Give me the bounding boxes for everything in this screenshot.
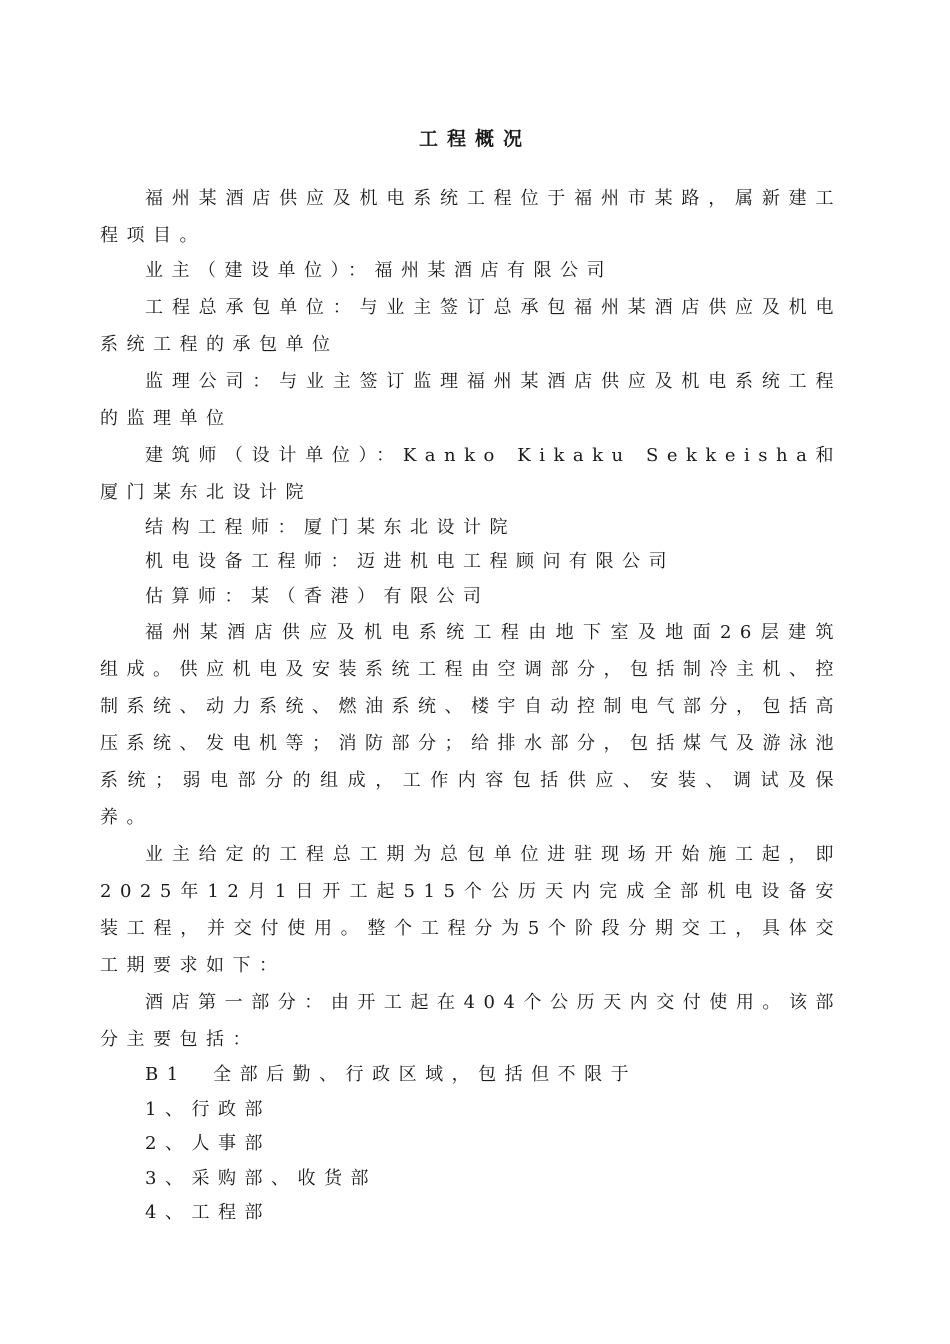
paragraph-scope: 福州某酒店供应及机电系统工程由地下室及地面26层建筑组成。供应机电及安装系统工程由空调部分，包括制冷主机、控制系统、动力系统、燃油系统、楼宇自动控制电气部分，包括高压系统、发电机等；消防部分；给排水部分，包括煤气及游泳池系统；弱电部分的组成，工作内容包括供应、安装、调试及保养。 <box>100 622 842 828</box>
list-item-3: 3、采购部、收货部 <box>145 1167 377 1189</box>
document-title: 工程概况 <box>418 128 531 150</box>
paragraph-general-contractor: 工程总承包单位：与业主签订总承包福州某酒店供应及机电系统工程的承包单位 <box>100 296 842 355</box>
paragraph-schedule: 业主给定的工程总工期为总包单位进驻现场开始施工起，即2025年12月1日开工起515个公历天内完成全部机电设备安装工程，并交付使用。整个工程分为5个阶段分期交工，具体交工期要求如下： <box>100 844 842 976</box>
paragraph-estimator: 估算师：某（香港）有限公司 <box>145 585 490 607</box>
list-item-2: 2、人事部 <box>145 1133 271 1154</box>
paragraph-supervisor: 监理公司：与业主签订监理福州某酒店供应及机电系统工程的监理单位 <box>100 370 842 429</box>
list-item-b1: B1 全部后勤、行政区域，包括但不限于 <box>145 1064 638 1085</box>
paragraph-phase-one: 酒店第一部分：由开工起在404个公历天内交付使用。该部分主要包括： <box>100 992 842 1050</box>
list-item-1: 1、行政部 <box>145 1098 271 1120</box>
paragraph-mep-engineer: 机电设备工程师：迈进机电工程顾问有限公司 <box>145 551 675 572</box>
document-body <box>100 180 842 1231</box>
paragraph-project-location: 福州某酒店供应及机电系统工程位于福州市某路，属新建工程项目。 <box>100 188 842 246</box>
paragraph-owner: 业主（建设单位）：福州某酒店有限公司 <box>145 260 613 281</box>
paragraph-structural-engineer: 结构工程师：厦门某东北设计院 <box>145 516 516 538</box>
list-item-4: 4、工程部 <box>145 1202 271 1223</box>
paragraph-architect: 建筑师（设计单位）：Kanko Kikaku Sekkeisha和厦门某东北设计院 <box>100 444 842 503</box>
